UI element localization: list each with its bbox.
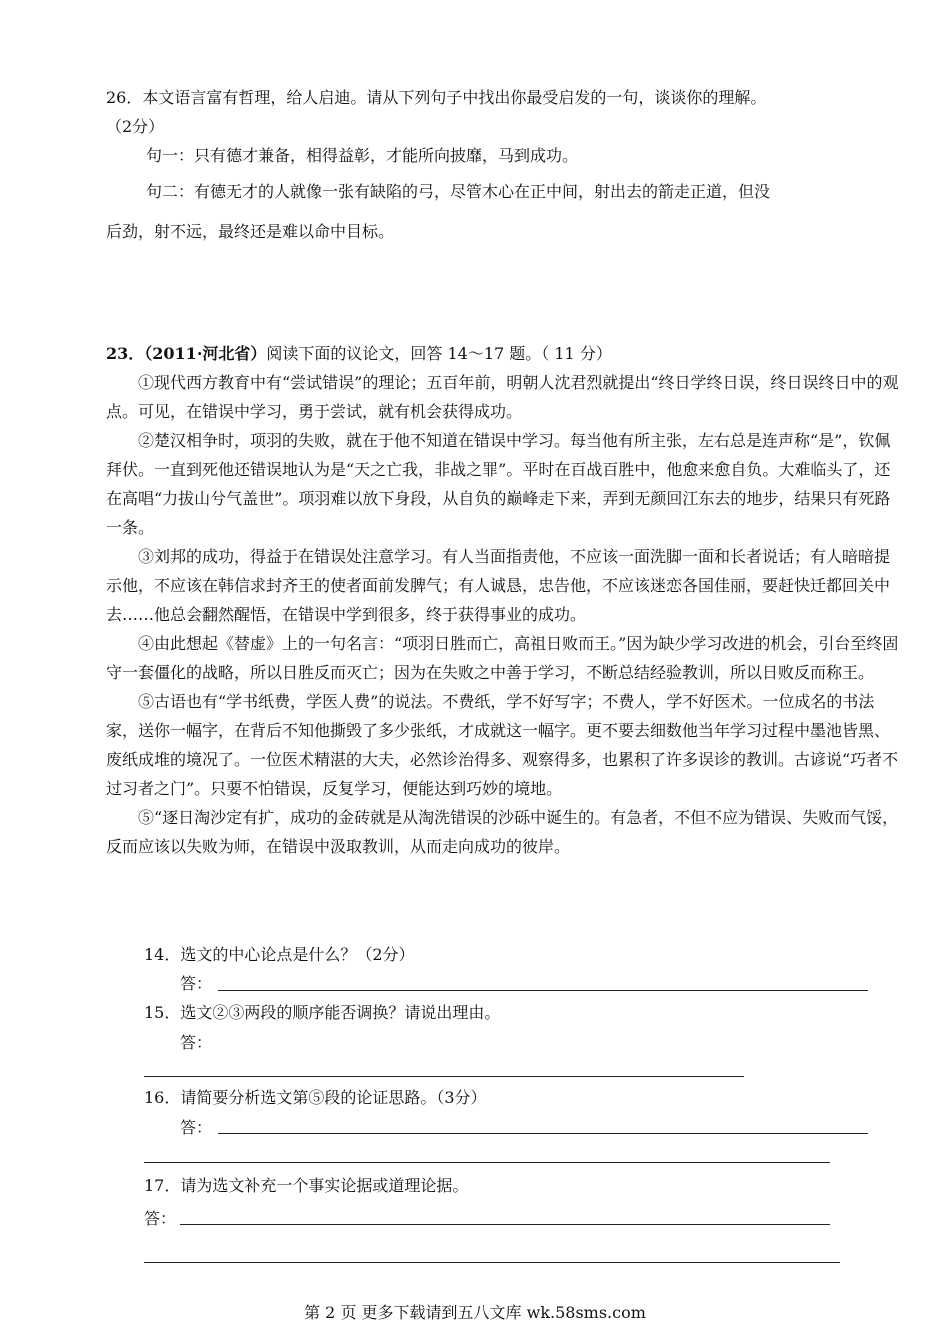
q23-intro: 阅读下面的议论文，回答 14～17 题。（ 11 分） [266,344,612,363]
q26-sentence-2-line-1: 句二：有德无才的人就像一张有缺陷的弓，尽管木心在正中间，射出去的箭走正道，但没 [146,182,771,201]
question-17: 17．请为选文补充一个事实论据或道理论据。 [144,1176,469,1195]
paragraph-1: ①现代西方教育中有“尝试错误”的理论；五百年前，明朝人沈君烈就提出“终日学终日误，终日误终日中的观点。可见，在错误中学习，勇于尝试，就有机会获得成功。 [106,373,899,421]
answer-16-label: 答： [180,1118,213,1137]
answer-17-line-1[interactable] [180,1224,830,1225]
q23-header [106,344,612,364]
paragraph-2: ②楚汉相争时，项羽的失败，就在于他不知道在错误中学习。每当他有所主张，左右总是连声称“是”，钦佩拜伏。一直到死他还错误地认为是“天之亡我，非战之罪”。平时在百战百胜中，他愈来愈自负。大难临头了，还在高唱“力拔山兮气盖世”。项羽难以放下身段，从自负的巅峰走下来，弄到无颜回江东去的地步，结果只有死路一条。 [106,431,891,537]
q26-stem: 26．本文语言富有哲理，给人启迪。请从下列句子中找出你最受启发的一句，谈谈你的理解。 [106,88,767,107]
q26-sentence-1: 句一：只有德才兼备，相得益彰，才能所向披靡，马到成功。 [146,146,579,165]
article-body [106,368,902,861]
q26-sentence-2-line-2: 后劲，射不远，最终还是难以命中目标。 [106,222,395,241]
answer-14-label: 答： [180,974,213,993]
answer-17-label: 答： [144,1209,177,1228]
paragraph-5: ⑤古语也有“学书纸费，学医人费”的说法。不费纸，学不好写字；不费人，学不好医术。一位成名的书法家，送你一幅字，在背后不知他撕毁了多少张纸，才成就这一幅字。更不要去细数他当年学习过程中墨池皆黑、废纸成堆的境况了。一位医术精湛的大夫，必然诊治得多、观察得多，也累积了许多误诊的教训。古谚说“巧者不过习者之门”。只要不怕错误，反复学习，便能达到巧妙的境地。 [106,692,899,798]
answer-14-line[interactable] [218,990,868,991]
q23-source: （2011·河北省） [144,344,267,363]
question-15: 15．选文②③两段的顺序能否调换？请说出理由。 [144,1003,501,1022]
question-14: 14．选文的中心论点是什么？（2分） [144,945,415,964]
answer-15-line[interactable] [144,1076,744,1077]
paragraph-4: ④由此想起《替虚》上的一句名言：“项羽日胜而亡，高祖日败而王。”因为缺少学习改进的机会，引台至终固守一套僵化的战略，所以日胜反而灭亡；因为在失败之中善于学习，不断总结经验教训，所以日败反而称王。 [106,634,899,682]
answer-17-line-2[interactable] [144,1262,840,1263]
paragraph-3: ③刘邦的成功，得益于在错误处注意学习。有人当面指责他，不应该一面洗脚一面和长者说话；有人暗暗提示他，不应该在韩信求封齐王的使者面前发脾气；有人诚恳，忠告他，不应该迷恋各国佳丽，要赶快迁都回关中去……他总会翻然醒悟，在错误中学到很多，终于获得事业的成功。 [106,547,891,624]
paragraph-6: ⑤“逐日淘沙定有扩，成功的金砖就是从淘洗错误的沙砾中诞生的。有急者，不但不应为错误、失败而气馁，反而应该以失败为师，在错误中汲取教训，从而走向成功的彼岸。 [106,808,899,856]
answer-16-line-1[interactable] [218,1133,868,1134]
answer-15-label: 答： [180,1033,213,1052]
q23-number: 23． [106,344,145,363]
question-16: 16．请简要分析选文第⑤段的论证思路。（3分） [144,1088,487,1107]
q26-points: （2分） [106,117,165,136]
page-footer: 第 2 页 更多下载请到五八文库 wk.58sms.com [304,1303,646,1322]
answer-16-line-2[interactable] [144,1162,830,1163]
